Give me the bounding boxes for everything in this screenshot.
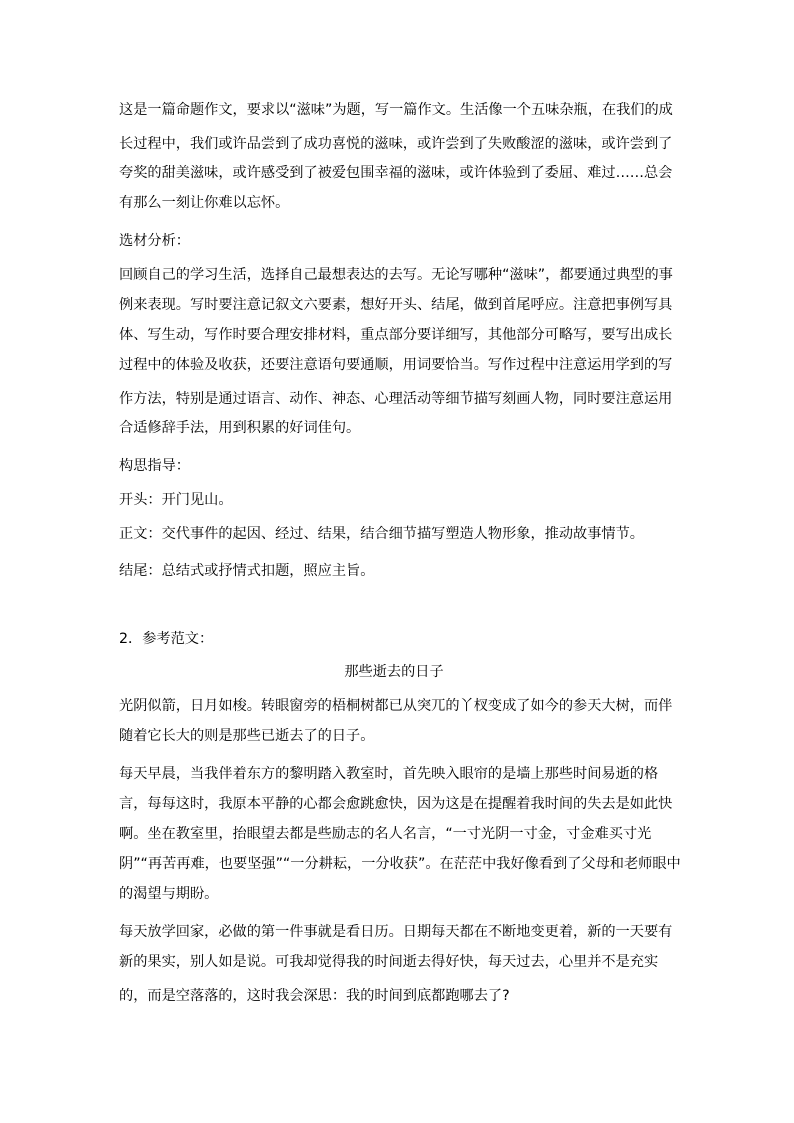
guide-line: 开头：开门见山。 xyxy=(119,492,233,508)
analysis-line: 合适修辞手法，用到积累的好词佳句。 xyxy=(119,420,361,436)
analysis-line: 过程中的体验及收获，还要注意语句要通顺，用词要恰当。写作过程中注意运用学到的写 xyxy=(119,357,673,373)
essay-line: 新的果实，别人如是说。可我却觉得我的时间逝去得好快，每天过去，心里并不是充实 xyxy=(119,954,659,970)
intro-line: 这是一篇命题作文，要求以“滋味”为题，写一篇作文。生活像一个五味杂瓶，在我们的成 xyxy=(119,102,673,118)
section-heading: 2．参考范文： xyxy=(119,631,214,647)
guide-line: 正文：交代事件的起因、经过、结果，结合细节描写塑造人物形象，推动故事情节。 xyxy=(119,526,644,542)
essay-line: 每天放学回家，必做的第一件事就是看日历。日期每天都在不断地变更着，新的一天要有 xyxy=(119,924,673,940)
essay-line: 随着它长大的则是那些已逝去了的日子。 xyxy=(119,728,375,744)
essay-line: 啊。坐在教室里，抬眼望去都是些励志的名人名言，“一寸光阴一寸金，寸金难买寸光 xyxy=(119,826,652,842)
essay-line: 每天早晨，当我伴着东方的黎明踏入教室时，首先映入眼帘的是墙上那些时间易逝的格 xyxy=(119,766,659,782)
intro-line: 夸奖的甜美滋味，或许感受到了被爱包围幸福的滋味，或许体验到了委屈、难过……总会 xyxy=(119,165,673,181)
essay-line: 的，而是空落落的，这时我会深思：我的时间到底都跑哪去了? xyxy=(119,988,510,1004)
analysis-line: 例来表现。写时要注意记叙文六要素，想好开头、结尾，做到首尾呼应。注意把事例写具 xyxy=(119,297,673,313)
essay-line: 光阴似箭，日月如梭。转眼窗旁的梧桐树都已从突兀的丫杈变成了如今的参天大树，而伴 xyxy=(119,698,673,714)
intro-line: 有那么一刻让你难以忘怀。 xyxy=(119,195,290,211)
essay-line: 言，每每这时，我原本平静的心都会愈跳愈快，因为这是在提醒着我时间的失去是如此快 xyxy=(119,796,673,812)
section-heading: 选材分析： xyxy=(119,233,190,249)
analysis-line: 作方法，特别是通过语言、动作、神态、心理活动等细节描写刻画人物，同时要注意运用 xyxy=(119,391,673,407)
essay-line: 阴”“再苦再难，也要坚强”“一分耕耘，一分收获”。在茫茫中我好像看到了父母和老师眼中 xyxy=(119,856,681,872)
analysis-line: 体、写生动，写作时要合理安排材料，重点部分要详细写，其他部分可略写，要写出成长 xyxy=(119,327,673,343)
analysis-line: 回顾自己的学习生活，选择自己最想表达的去写。无论写哪种“滋味”，都要通过典型的事 xyxy=(119,267,673,283)
essay-line: 的渴望与期盼。 xyxy=(119,886,219,902)
guide-line: 结尾：总结式或抒情式扣题，照应主旨。 xyxy=(119,563,375,579)
intro-line: 长过程中，我们或许品尝到了成功喜悦的滋味，或许尝到了失败酸涩的滋味，或许尝到了 xyxy=(119,136,673,152)
section-heading: 构思指导： xyxy=(119,458,190,474)
essay-title: 那些逝去的日子 xyxy=(344,664,444,680)
